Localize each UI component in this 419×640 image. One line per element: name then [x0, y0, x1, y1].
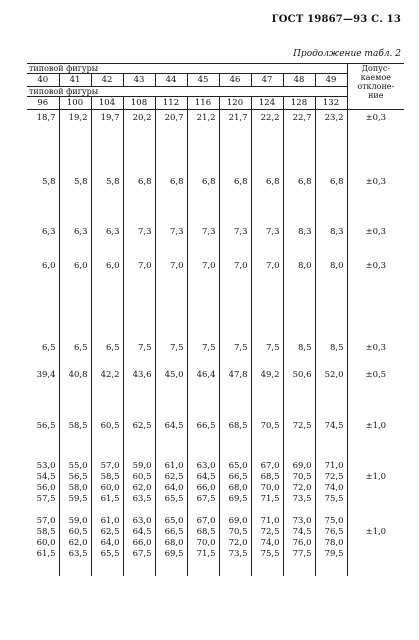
cell-value: 6,0 — [41, 260, 56, 271]
table-cell — [219, 343, 251, 370]
cell-value: 5,8 — [105, 176, 120, 187]
figure-number-132: 132 — [315, 97, 347, 110]
table-cell — [219, 461, 251, 516]
table-cell — [91, 227, 123, 261]
table-cell — [283, 421, 315, 461]
cell-value: 78,0 — [324, 537, 344, 548]
cell-value: 71,5 — [196, 548, 216, 559]
cell-value: 59,5 — [68, 493, 88, 504]
cell-value: 60,5 — [132, 471, 152, 482]
table-cell — [187, 227, 219, 261]
cell-value: 66,5 — [164, 526, 184, 537]
cell-value: 20,7 — [164, 113, 184, 123]
cell-value: 60,0 — [36, 537, 56, 548]
cell-value: 58,5 — [100, 471, 120, 482]
figure-number-46: 46 — [219, 74, 251, 87]
table-cell — [315, 461, 347, 516]
cell-value: 6,5 — [41, 342, 56, 353]
tolerance-cell: ±1,0 — [365, 526, 387, 537]
table-cell — [283, 227, 315, 261]
table-cell — [91, 516, 123, 576]
table-cell — [155, 110, 187, 177]
table-cell — [251, 110, 283, 177]
table-row — [27, 343, 404, 370]
tolerance-cell: ±0,5 — [365, 369, 387, 380]
cell-value: 61,5 — [100, 493, 120, 504]
cell-value: 6,8 — [233, 176, 248, 187]
cell-value: 61,0 — [100, 515, 120, 526]
cell-value: 61,5 — [36, 548, 56, 559]
cell-value: 55,0 — [68, 460, 88, 471]
table-cell — [123, 461, 155, 516]
cell-value: 62,0 — [68, 537, 88, 548]
cell-value: 22,7 — [292, 113, 312, 123]
cell-value: 6,0 — [73, 260, 88, 271]
cell-value: 5,8 — [73, 176, 88, 187]
cell-value: 47,8 — [228, 369, 248, 380]
figure-number-104: 104 — [91, 97, 123, 110]
cell-value: 72,0 — [228, 537, 248, 548]
table-row — [27, 177, 404, 227]
cell-value: 67,0 — [260, 460, 280, 471]
cell-value: 7,5 — [233, 342, 248, 353]
cell-value: 74,5 — [324, 420, 344, 431]
table-cell — [59, 461, 91, 516]
cell-value: 62,5 — [164, 471, 184, 482]
cell-value: 77,5 — [292, 548, 312, 559]
table-cell — [123, 421, 155, 461]
table-cell — [315, 227, 347, 261]
cell-value: 64,5 — [196, 471, 216, 482]
table-cell — [155, 343, 187, 370]
cell-value: 8,3 — [330, 226, 344, 237]
cell-value: 42,2 — [100, 369, 120, 380]
cell-value: 54,5 — [36, 471, 56, 482]
tolerance-header: Допус- каемое отклоне- ние — [357, 64, 395, 100]
figure-label-row2: типовой фигуры — [27, 87, 347, 97]
cell-value: 21,2 — [196, 113, 216, 123]
table-cell — [251, 370, 283, 421]
figure-number-47: 47 — [251, 74, 283, 87]
cell-value: 68,5 — [196, 526, 216, 537]
table-row — [27, 421, 404, 461]
table-cell — [123, 343, 155, 370]
cell-value: 74,5 — [292, 526, 312, 537]
cell-value: 7,3 — [201, 226, 216, 237]
tolerance-cell: ±0,3 — [365, 176, 387, 187]
figure-number-40: 40 — [27, 74, 59, 87]
table-cell — [187, 110, 219, 177]
cell-value: 65,0 — [164, 515, 184, 526]
cell-value: 67,0 — [196, 515, 216, 526]
table-cell — [251, 261, 283, 343]
table-cell — [219, 110, 251, 177]
table-cell — [27, 261, 59, 343]
cell-value: 7,3 — [137, 226, 152, 237]
table-row — [27, 110, 404, 177]
cell-value: 68,5 — [228, 420, 248, 431]
cell-value: 59,0 — [68, 515, 88, 526]
table-cell — [283, 516, 315, 576]
table-cell — [219, 177, 251, 227]
cell-value: 56,5 — [36, 420, 56, 431]
cell-value: 7,0 — [169, 260, 184, 271]
table-cell — [123, 227, 155, 261]
cell-value: 23,2 — [324, 113, 344, 123]
cell-value: 7,3 — [265, 226, 280, 237]
cell-value: 7,0 — [233, 260, 248, 271]
table-cell — [59, 516, 91, 576]
table-cell — [27, 343, 59, 370]
figure-number-100: 100 — [59, 97, 91, 110]
cell-value: 72,5 — [292, 420, 312, 431]
cell-value: 73,5 — [292, 493, 312, 504]
cell-value: 49,2 — [260, 369, 280, 380]
cell-value: 7,5 — [137, 342, 152, 353]
table-cell — [187, 177, 219, 227]
cell-value: 8,5 — [330, 342, 344, 353]
cell-value: 79,5 — [324, 548, 344, 559]
figure-number-112: 112 — [155, 97, 187, 110]
dimension-table — [27, 63, 404, 576]
cell-value: 6,8 — [265, 176, 280, 187]
figure-number-116: 116 — [187, 97, 219, 110]
cell-value: 63,5 — [132, 493, 152, 504]
cell-value: 56,5 — [68, 471, 88, 482]
cell-value: 57,0 — [100, 460, 120, 471]
cell-value: 71,5 — [260, 493, 280, 504]
cell-value: 43,6 — [132, 369, 152, 380]
figure-label-row1: типовой фигуры — [27, 64, 347, 74]
cell-value: 73,5 — [228, 548, 248, 559]
table-cell — [155, 177, 187, 227]
cell-value: 7,5 — [169, 342, 184, 353]
table-cell — [27, 370, 59, 421]
cell-value: 76,5 — [324, 526, 344, 537]
cell-value: 74,0 — [260, 537, 280, 548]
cell-value: 72,5 — [324, 471, 344, 482]
table-cell — [283, 461, 315, 516]
cell-value: 68,5 — [260, 471, 280, 482]
cell-value: 57,0 — [36, 515, 56, 526]
cell-value: 65,0 — [228, 460, 248, 471]
tolerance-cell: ±0,3 — [365, 113, 387, 123]
cell-value: 39,4 — [36, 369, 56, 380]
table-cell — [59, 343, 91, 370]
cell-value: 8,0 — [297, 260, 312, 271]
cell-value: 8,5 — [297, 342, 312, 353]
cell-value: 69,0 — [292, 460, 312, 471]
table-cell — [219, 227, 251, 261]
table-cell — [123, 370, 155, 421]
table-cell — [219, 421, 251, 461]
table-cell — [59, 370, 91, 421]
figure-number-124: 124 — [251, 97, 283, 110]
table-row — [27, 261, 404, 343]
cell-value: 73,0 — [292, 515, 312, 526]
cell-value: 59,0 — [132, 460, 152, 471]
cell-value: 6,8 — [137, 176, 152, 187]
table-continuation-label: Продолжение табл. 2 — [293, 49, 401, 59]
cell-value: 7,5 — [201, 342, 216, 353]
figure-number-42: 42 — [91, 74, 123, 87]
cell-value: 60,0 — [100, 482, 120, 493]
table-cell — [59, 110, 91, 177]
cell-value: 60,5 — [68, 526, 88, 537]
cell-value: 62,5 — [100, 526, 120, 537]
table-row — [27, 227, 404, 261]
table-cell — [187, 421, 219, 461]
cell-value: 64,0 — [164, 482, 184, 493]
table-cell — [283, 177, 315, 227]
figure-number-96: 96 — [27, 97, 59, 110]
table-cell — [27, 177, 59, 227]
table-row — [27, 370, 404, 421]
cell-value: 63,5 — [68, 548, 88, 559]
tolerance-cell: ±0,3 — [365, 226, 387, 237]
cell-value: 70,5 — [292, 471, 312, 482]
table-cell — [315, 421, 347, 461]
table-cell — [91, 343, 123, 370]
figure-number-41: 41 — [59, 74, 91, 87]
cell-value: 72,0 — [292, 482, 312, 493]
table-cell — [59, 177, 91, 227]
table-cell — [123, 177, 155, 227]
table-cell — [187, 516, 219, 576]
table-cell — [59, 227, 91, 261]
cell-value: 66,5 — [196, 420, 216, 431]
cell-value: 58,0 — [68, 482, 88, 493]
cell-value: 70,0 — [260, 482, 280, 493]
cell-value: 72,5 — [260, 526, 280, 537]
cell-value: 62,5 — [132, 420, 152, 431]
table-cell — [315, 370, 347, 421]
cell-value: 7,3 — [169, 226, 184, 237]
cell-value: 69,5 — [228, 493, 248, 504]
cell-value: 40,8 — [68, 369, 88, 380]
figure-number-45: 45 — [187, 74, 219, 87]
cell-value: 22,2 — [260, 113, 280, 123]
tolerance-cell: ±0,3 — [365, 342, 387, 353]
cell-value: 21,7 — [228, 113, 248, 123]
cell-value: 18,7 — [36, 113, 56, 123]
cell-value: 6,5 — [105, 342, 120, 353]
table-cell — [283, 370, 315, 421]
table-cell — [187, 261, 219, 343]
tolerance-cell: ±0,3 — [365, 260, 387, 271]
table-cell — [123, 110, 155, 177]
cell-value: 7,0 — [265, 260, 280, 271]
cell-value: 61,0 — [164, 460, 184, 471]
table-cell — [219, 516, 251, 576]
tolerance-cell: ±1,0 — [365, 420, 387, 431]
cell-value: 56,0 — [36, 482, 56, 493]
cell-value: 58,5 — [68, 420, 88, 431]
cell-value: 6,8 — [169, 176, 184, 187]
table-cell — [155, 261, 187, 343]
cell-value: 66,0 — [132, 537, 152, 548]
table-cell — [315, 177, 347, 227]
cell-value: 74,0 — [324, 482, 344, 493]
cell-value: 6,8 — [297, 176, 312, 187]
cell-value: 8,0 — [330, 260, 344, 271]
cell-value: 68,0 — [164, 537, 184, 548]
cell-value: 71,0 — [324, 460, 344, 471]
table-cell — [283, 343, 315, 370]
table-cell — [251, 461, 283, 516]
cell-value: 64,5 — [132, 526, 152, 537]
cell-value: 7,5 — [265, 342, 280, 353]
cell-value: 63,0 — [196, 460, 216, 471]
table-cell — [91, 110, 123, 177]
cell-value: 6,8 — [330, 176, 344, 187]
cell-value: 69,0 — [228, 515, 248, 526]
table-cell — [315, 516, 347, 576]
cell-value: 68,0 — [228, 482, 248, 493]
table-cell — [315, 343, 347, 370]
cell-value: 66,0 — [196, 482, 216, 493]
figure-number-128: 128 — [283, 97, 315, 110]
figure-number-43: 43 — [123, 74, 155, 87]
table-cell — [155, 461, 187, 516]
cell-value: 19,7 — [100, 113, 120, 123]
cell-value: 6,3 — [41, 226, 56, 237]
table-cell — [27, 516, 59, 576]
cell-value: 58,5 — [36, 526, 56, 537]
cell-value: 71,0 — [260, 515, 280, 526]
cell-value: 75,5 — [260, 548, 280, 559]
cell-value: 19,2 — [68, 113, 88, 123]
table-cell — [187, 343, 219, 370]
table-cell — [155, 227, 187, 261]
page-header: ГОСТ 19867—93 С. 13 — [271, 14, 401, 25]
table-cell — [91, 421, 123, 461]
cell-value: 75,0 — [324, 515, 344, 526]
cell-value: 57,5 — [36, 493, 56, 504]
table-cell — [187, 461, 219, 516]
table-cell — [283, 261, 315, 343]
cell-value: 70,5 — [260, 420, 280, 431]
figure-number-44: 44 — [155, 74, 187, 87]
cell-value: 62,0 — [132, 482, 152, 493]
figure-number-120: 120 — [219, 97, 251, 110]
table-cell — [91, 461, 123, 516]
table-cell — [251, 343, 283, 370]
cell-value: 52,0 — [324, 369, 344, 380]
cell-value: 6,3 — [73, 226, 88, 237]
cell-value: 76,0 — [292, 537, 312, 548]
cell-value: 70,5 — [228, 526, 248, 537]
table-cell — [27, 421, 59, 461]
table-cell — [155, 421, 187, 461]
table-cell — [27, 227, 59, 261]
cell-value: 7,3 — [233, 226, 248, 237]
cell-value: 53,0 — [36, 460, 56, 471]
cell-value: 63,0 — [132, 515, 152, 526]
cell-value: 6,0 — [105, 260, 120, 271]
table-cell — [155, 516, 187, 576]
cell-value: 69,5 — [164, 548, 184, 559]
table-cell — [251, 177, 283, 227]
table-cell — [251, 421, 283, 461]
tolerance-cell: ±1,0 — [365, 471, 387, 482]
table-cell — [219, 370, 251, 421]
cell-value: 6,5 — [73, 342, 88, 353]
cell-value: 64,5 — [164, 420, 184, 431]
table-row — [27, 461, 404, 516]
table-cell — [91, 261, 123, 343]
figure-number-108: 108 — [123, 97, 155, 110]
table-cell — [27, 110, 59, 177]
cell-value: 7,0 — [137, 260, 152, 271]
table-cell — [251, 516, 283, 576]
cell-value: 6,8 — [201, 176, 216, 187]
cell-value: 65,5 — [164, 493, 184, 504]
figure-number-49: 49 — [315, 74, 347, 87]
table-cell — [123, 261, 155, 343]
table-row — [27, 516, 404, 576]
table-cell — [91, 370, 123, 421]
table-cell — [59, 261, 91, 343]
cell-value: 60,5 — [100, 420, 120, 431]
cell-value: 20,2 — [132, 113, 152, 123]
cell-value: 8,3 — [297, 226, 312, 237]
table-cell — [251, 227, 283, 261]
figure-number-48: 48 — [283, 74, 315, 87]
table-cell — [155, 370, 187, 421]
cell-value: 70,0 — [196, 537, 216, 548]
table-cell — [91, 177, 123, 227]
cell-value: 6,3 — [105, 226, 120, 237]
cell-value: 46,4 — [196, 369, 216, 380]
cell-value: 67,5 — [196, 493, 216, 504]
table-cell — [219, 261, 251, 343]
table-cell — [283, 110, 315, 177]
table-cell — [123, 516, 155, 576]
table-cell — [315, 110, 347, 177]
cell-value: 45,0 — [164, 369, 184, 380]
cell-value: 67,5 — [132, 548, 152, 559]
table-cell — [27, 461, 59, 516]
table-cell — [315, 261, 347, 343]
cell-value: 75,5 — [324, 493, 344, 504]
cell-value: 65,5 — [100, 548, 120, 559]
cell-value: 7,0 — [201, 260, 216, 271]
cell-value: 66,5 — [228, 471, 248, 482]
cell-value: 5,8 — [41, 176, 56, 187]
cell-value: 64,0 — [100, 537, 120, 548]
table-cell — [187, 370, 219, 421]
table-cell — [59, 421, 91, 461]
cell-value: 50,6 — [292, 369, 312, 380]
